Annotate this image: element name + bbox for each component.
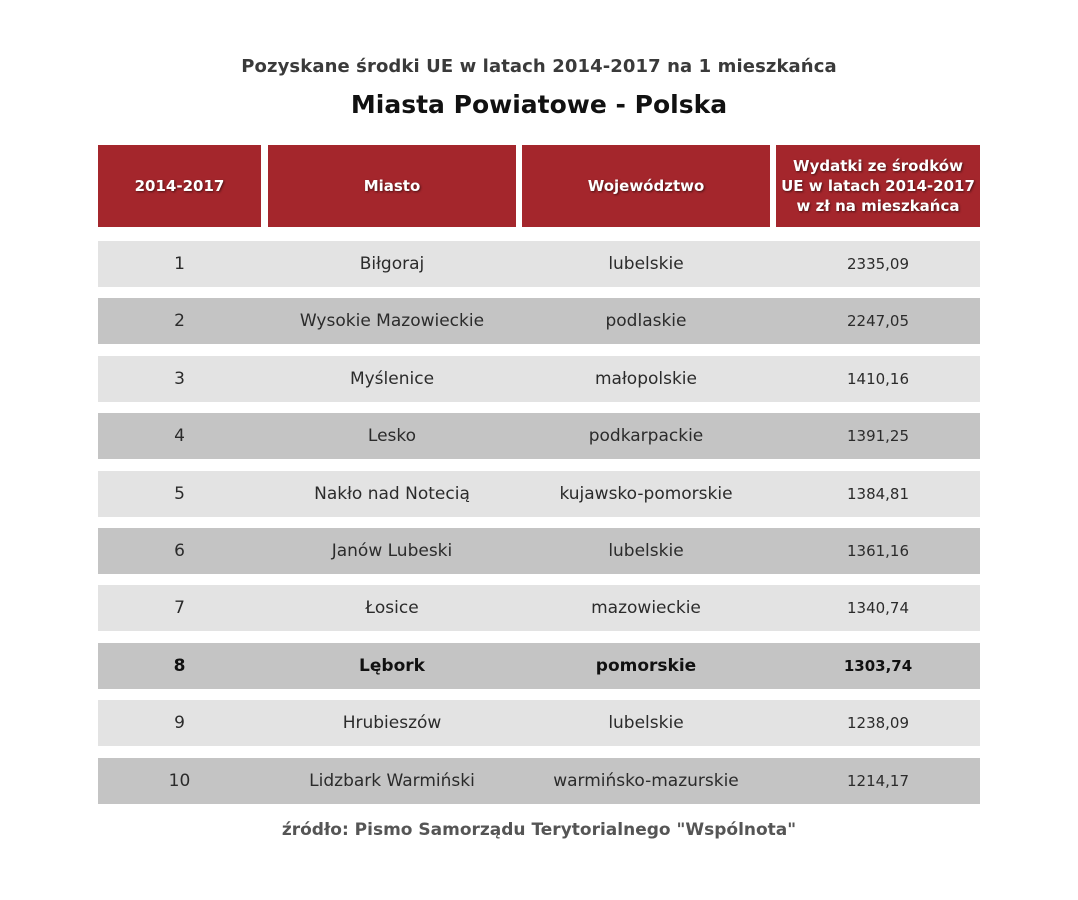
table-row [98,356,980,402]
column-header-value: Wydatki ze środków UE w latach 2014-2017 w zł na mieszkańca [776,145,980,227]
city-cell: Lębork [359,656,425,676]
city-cell: Wysokie Mazowieckie [299,311,485,331]
rank-cell: 7 [174,598,185,618]
table-row [98,700,980,746]
column-header-rank: 2014-2017 [98,145,261,227]
rank-cell: 3 [174,369,185,389]
chart-subtitle: Pozyskane środki UE w latach 2014-2017 na 1 mieszkańca [241,56,837,77]
table-row [98,643,980,689]
column-header-city: Miasto [268,145,516,227]
table-row [98,758,980,804]
value-cell: 1410,16 [846,370,910,388]
rank-cell: 10 [168,771,191,791]
table-row [98,413,980,459]
rank-cell: 8 [173,656,186,676]
voivodeship-cell: mazowieckie [591,598,701,618]
voivodeship-cell: małopolskie [594,369,697,389]
value-cell: 1361,16 [846,542,910,560]
rank-cell: 4 [174,426,185,446]
rank-cell: 2 [174,311,185,331]
voivodeship-cell: podkarpackie [588,426,704,446]
voivodeship-cell: lubelskie [608,713,684,733]
voivodeship-cell: pomorskie [595,656,697,676]
value-cell: 1303,74 [843,657,913,675]
table-row [98,585,980,631]
voivodeship-cell: podlaskie [605,311,687,331]
city-cell: Hrubieszów [342,713,442,733]
value-cell: 1384,81 [846,485,910,503]
voivodeship-cell: lubelskie [608,541,684,561]
voivodeship-cell: lubelskie [608,254,684,274]
city-cell: Biłgoraj [359,254,425,274]
value-cell: 1238,09 [846,714,910,732]
voivodeship-cell: kujawsko-pomorskie [559,484,733,504]
voivodeship-cell: warmińsko-mazurskie [553,771,739,791]
city-cell: Janów Lubeski [331,541,453,561]
column-header-voivodeship: Województwo [522,145,770,227]
city-cell: Lesko [367,426,417,446]
city-cell: Nakło nad Notecią [314,484,470,504]
value-cell: 2247,05 [846,312,910,330]
table-row [98,528,980,574]
table-row [98,298,980,344]
source-note: źródło: Pismo Samorządu Terytorialnego "Wspólnota" [281,820,797,840]
table-row [98,471,980,517]
value-cell: 1214,17 [846,772,910,790]
value-cell: 1340,74 [846,599,910,617]
city-cell: Lidzbark Warmiński [309,771,475,791]
rank-cell: 9 [174,713,185,733]
rank-cell: 1 [174,254,185,274]
chart-title: Miasta Powiatowe - Polska [350,90,728,119]
rank-cell: 5 [174,484,185,504]
table-row [98,241,980,287]
value-cell: 1391,25 [846,427,910,445]
rank-cell: 6 [174,541,185,561]
city-cell: Łosice [365,598,419,618]
value-cell: 2335,09 [846,255,910,273]
city-cell: Myślenice [349,369,435,389]
